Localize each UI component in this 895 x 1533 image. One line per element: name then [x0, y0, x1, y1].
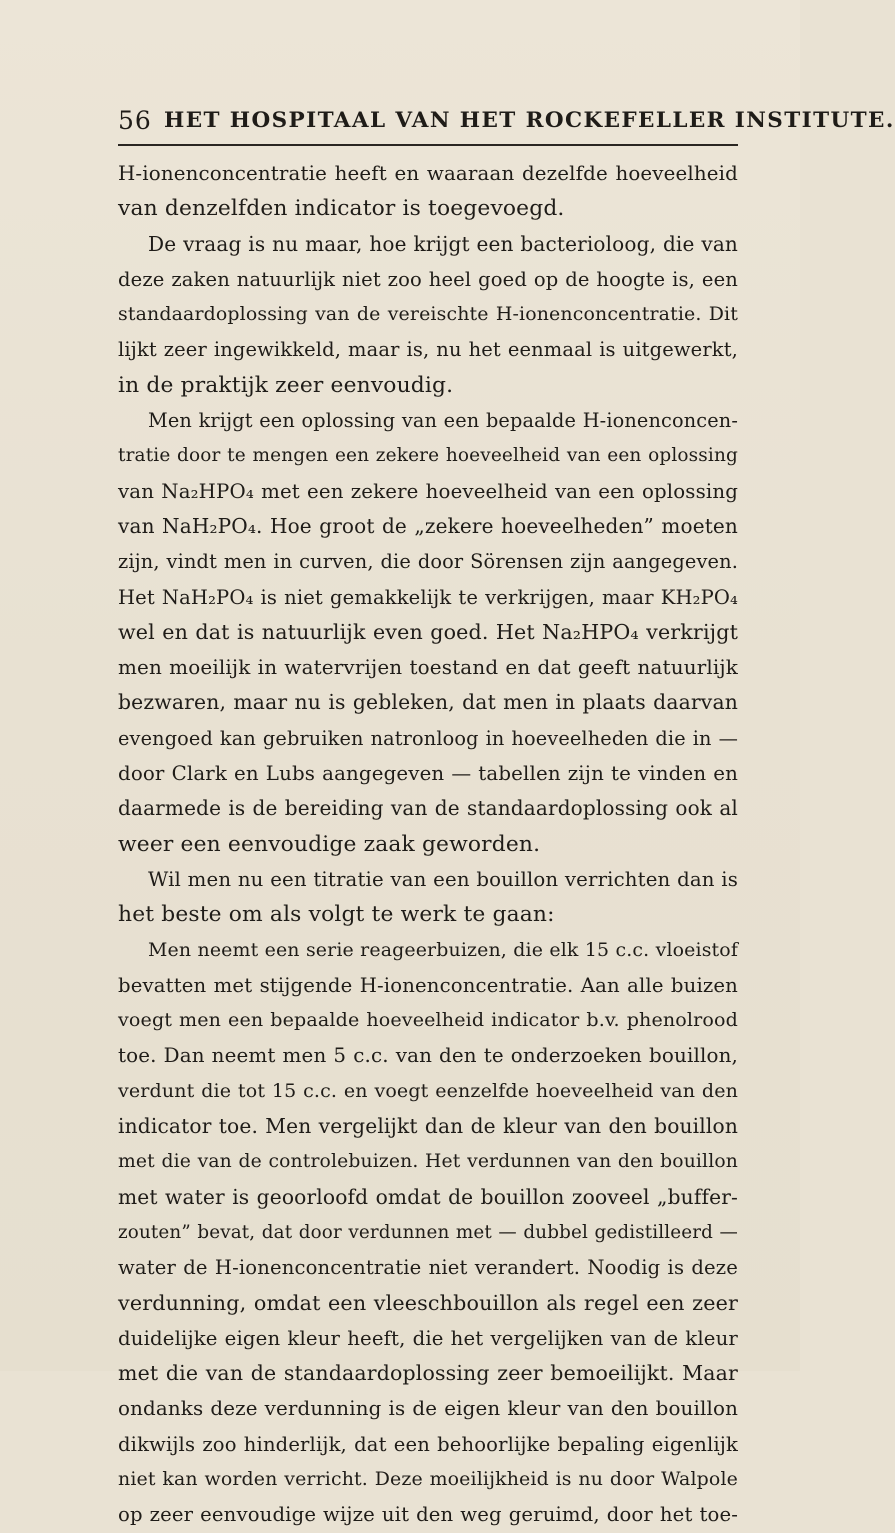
text-line: Het NaH₂PO₄ is niet gemakkelijk te verkrijgen, maar KH₂PO₄ — [118, 585, 738, 609]
text-line: verdunt die tot 15 c.c. en voegt eenzelfde hoeveelheid van den — [118, 1079, 738, 1102]
text-line: indicator toe. Men vergelijkt dan de kleur van den bouillon — [118, 1114, 738, 1139]
text-line: lijkt zeer ingewikkeld, maar is, nu het eenmaal is uitgewerkt, — [118, 338, 738, 362]
text-line: dikwijls zoo hinderlijk, dat een behoorlijke bepaling eigenlijk — [118, 1432, 738, 1456]
text-line: van Na₂HPO₄ met een zekere hoeveelheid van een oplossing — [118, 479, 738, 503]
text-line: standaardoplossing van de vereischte H-ionenconcentratie. Dit — [118, 303, 738, 326]
text-line: in de praktijk zeer eenvoudig. — [118, 372, 454, 398]
paragraph-start-line: De vraag is nu maar, hoe krijgt een bacterioloog, die van — [148, 231, 738, 256]
text-line: het beste om als volgt te werk te gaan: — [118, 902, 555, 928]
text-line: met die van de standaardoplossing zeer bemoeilijkt. Maar — [118, 1361, 738, 1386]
body-text — [118, 156, 738, 1533]
text-line: toe. Dan neemt men 5 c.c. van den te onderzoeken bouillon, — [118, 1044, 738, 1068]
text-line: bevatten met stijgende H-ionenconcentratie. Aan alle buizen — [118, 973, 738, 997]
text-line: bezwaren, maar nu is gebleken, dat men in plaats daarvan — [118, 690, 738, 715]
text-line: duidelijke eigen kleur heeft, die het vergelijken van de kleur — [118, 1326, 738, 1350]
text-line: op zeer eenvoudige wijze uit den weg geruimd, door het toe- — [118, 1503, 738, 1527]
text-line: van NaH₂PO₄. Hoe groot de „zekere hoeveelheden” moeten — [118, 513, 738, 538]
text-line: niet kan worden verricht. Deze moeilijkheid is nu door Walpole — [118, 1467, 738, 1490]
text-line: zijn, vindt men in curven, die door Sörensen zijn aangegeven. — [118, 550, 738, 574]
text-line: water de H-ionenconcentratie niet verandert. Noodig is deze — [118, 1256, 738, 1280]
text-line: voegt men een bepaalde hoeveelheid indicator b.v. phenolrood — [118, 1009, 738, 1032]
page-header — [118, 104, 895, 146]
text-line: evengoed kan gebruiken natronloog in hoeveelheden die in — — [118, 726, 738, 750]
text-line: H-ionenconcentratie heeft en waaraan dezelfde hoeveelheid — [118, 162, 738, 185]
paragraph-start-line: Men krijgt een oplossing van een bepaalde H-ionenconcen- — [148, 409, 738, 433]
paragraph-start-line: Men neemt een serie reageerbuizen, die elk 15 c.c. vloeistof — [148, 938, 738, 961]
text-line: deze zaken natuurlijk niet zoo heel goed op de hoogte is, een — [118, 267, 738, 291]
text-line: daarmede is de bereiding van de standaardoplossing ook al — [118, 796, 738, 821]
text-line: door Clark en Lubs aangegeven — tabellen zijn te vinden en — [118, 762, 738, 786]
text-line: tratie door te mengen een zekere hoeveelheid van een oplossing — [118, 445, 738, 467]
text-line: weer een eenvoudige zaak geworden. — [118, 831, 541, 857]
text-line: met water is geoorloofd omdat de bouillon zooveel „buffer- — [118, 1184, 738, 1209]
running-title: HET HOSPITAAL VAN HET ROCKEFELLER INSTITUTE. — [164, 108, 895, 133]
text-line: zouten” bevat, dat door verdunnen met — dubbel gedistilleerd — — [118, 1221, 738, 1243]
page-number: 56 — [118, 106, 152, 135]
text-line: verdunning, omdat een vleeschbouillon als regel een zeer — [118, 1290, 738, 1315]
text-line: wel en dat is natuurlijk even goed. Het Na₂HPO₄ verkrijgt — [118, 619, 738, 644]
text-line: men moeilijk in watervrijen toestand en dat geeft natuurlijk — [118, 655, 738, 680]
paragraph-start-line: Wil men nu een titratie van een bouillon verrichten dan is — [148, 867, 738, 891]
text-line: met die van de controlebuizen. Het verdunnen van den bouillon — [118, 1151, 738, 1173]
text-line: ondanks deze verdunning is de eigen kleur van den bouillon — [118, 1397, 738, 1421]
text-line: van denzelfden indicator is toegevoegd. — [118, 196, 565, 222]
